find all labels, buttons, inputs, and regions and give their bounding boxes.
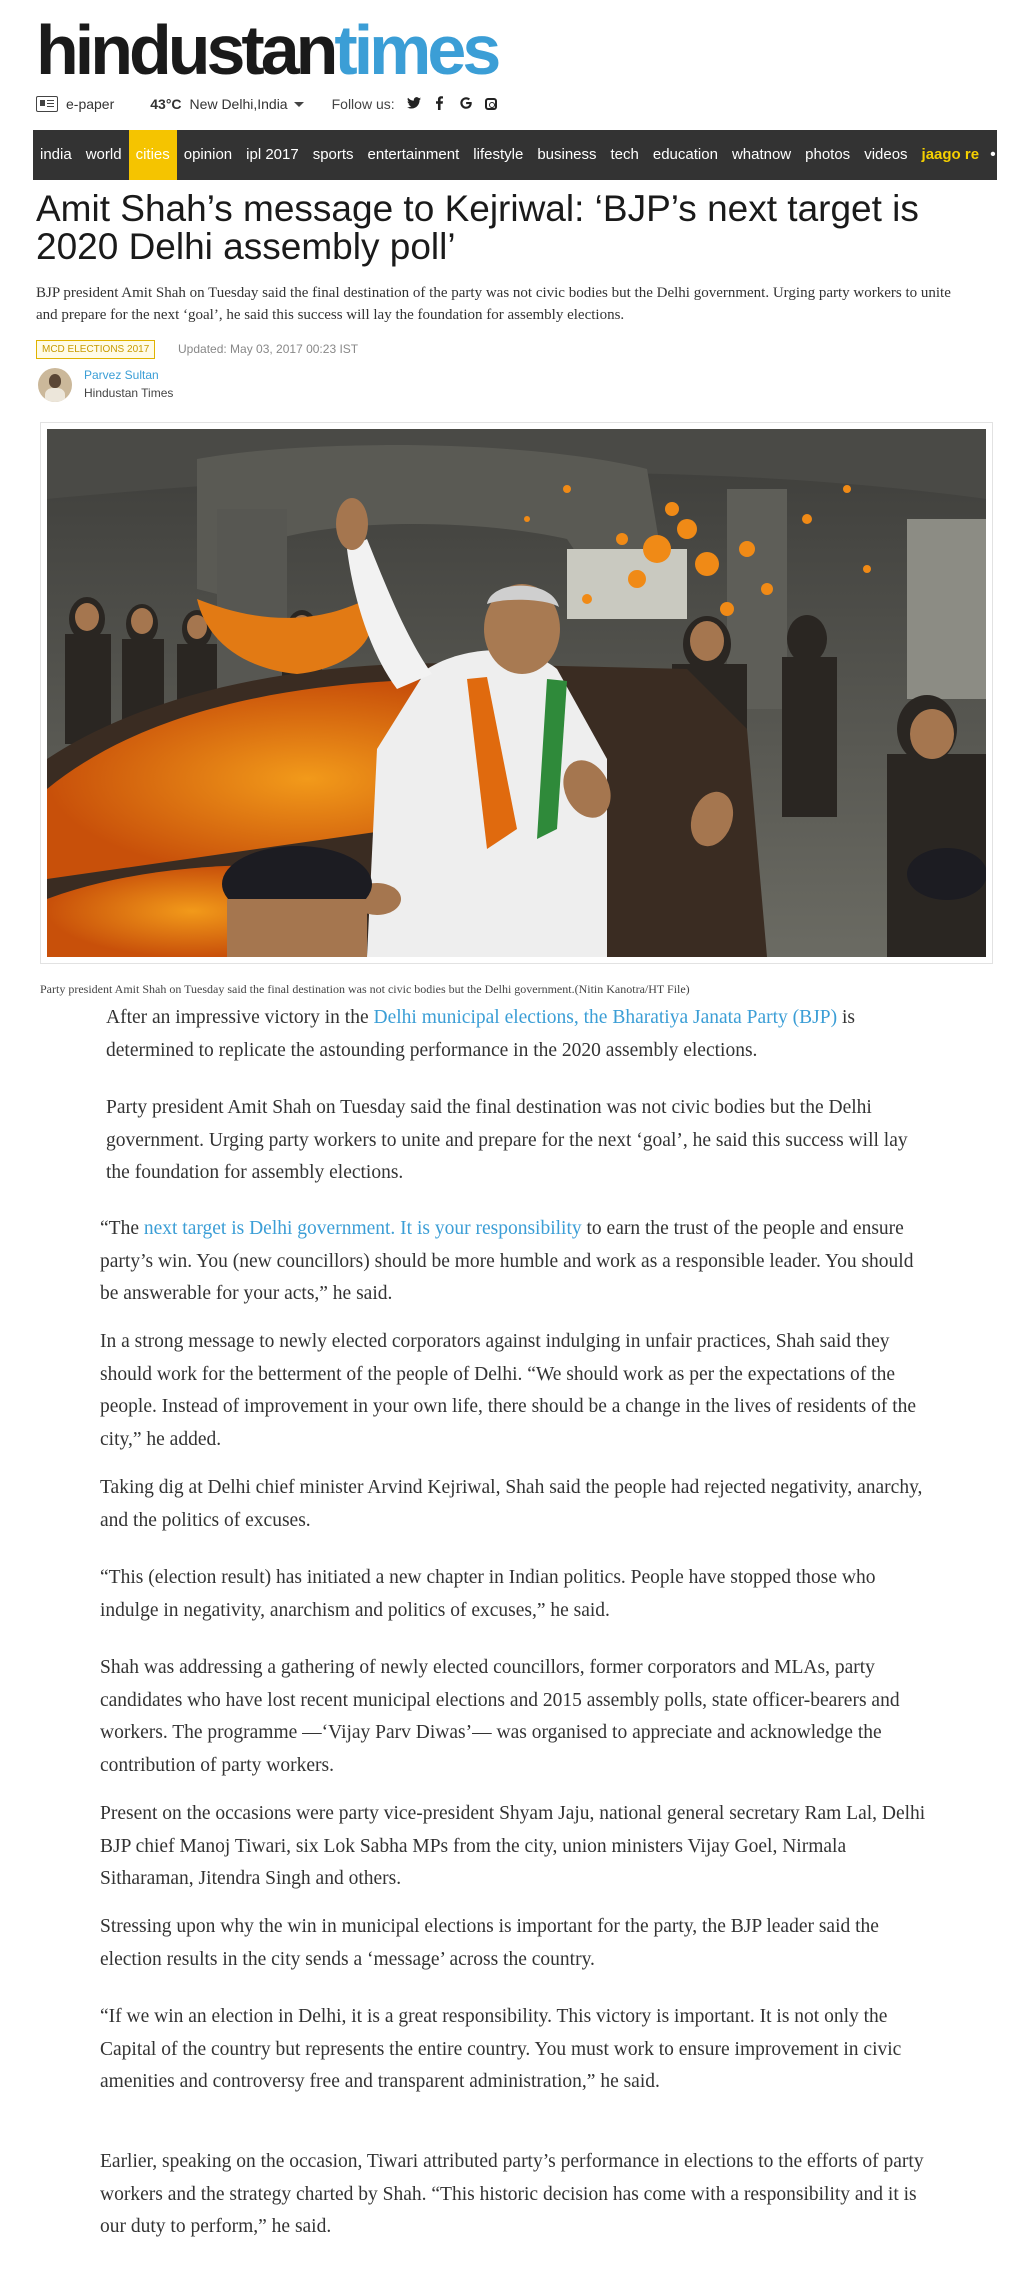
p1-text-post: is determined to replicate the astounding performance in the 2020 assembly elections. — [106, 1007, 855, 1061]
twitter-icon[interactable] — [407, 96, 421, 112]
paragraph-1 — [106, 1002, 930, 1067]
nav-item-lifestyle[interactable]: lifestyle — [473, 146, 524, 163]
logo-hindustan: hindustan — [36, 11, 335, 89]
nav-item-ipl-2017[interactable]: ipl 2017 — [246, 146, 299, 163]
paragraph-10: “If we win an election in Delhi, it is a great responsibility. This victory is important. It is not only the Capital of the country but represents the entire country. You must work to ensure improvement in civic amenities and controversy free and transparent administration,” he said. — [100, 2006, 902, 2092]
author-publication: Hindustan Times — [84, 386, 174, 400]
nav-item-world[interactable]: world — [85, 146, 122, 163]
chevron-down-icon[interactable] — [294, 102, 304, 107]
nav-item-opinion[interactable]: opinion — [183, 146, 233, 163]
nav-item-whatnow[interactable]: whatnow — [731, 146, 792, 163]
facebook-icon[interactable] — [433, 96, 447, 113]
site-logo[interactable] — [36, 11, 498, 89]
p3-text-post: to earn the trust of the people and ensure party’s win. You (new councillors) should be more humble and work as a responsible leader. You should be answerable for your acts,” he said. — [100, 1218, 914, 1304]
article-standfirst: BJP president Amit Shah on Tuesday said the final destination of the party was not civic bodies but the Delhi government. Urging party workers to unite and prepare for the next ‘goal’, he said this success will lay the foundation for assembly elections. — [36, 285, 951, 323]
nav-item-business[interactable]: business — [537, 146, 597, 163]
p3-link[interactable]: next target is Delhi government. It is your responsibility — [143, 1218, 582, 1239]
paragraph-9: Stressing upon why the win in municipal elections is important for the party, the BJP leader said the election results in the city sends a ‘message’ across the country. — [100, 1916, 879, 1970]
nav-item-sports[interactable]: sports — [312, 146, 354, 163]
article-headline: Amit Shah’s message to Kejriwal: ‘BJP’s next target is 2020 Delhi assembly poll’ — [36, 188, 919, 267]
epaper-icon[interactable] — [36, 96, 58, 112]
paragraph-6: “This (election result) has initiated a new chapter in Indian politics. People have stopped those who indulge in negativity, anarchism and politics of excuses,” he said. — [100, 1567, 876, 1621]
author-avatar[interactable] — [38, 368, 72, 402]
photo-caption: Party president Amit Shah on Tuesday said the final destination was not civic bodies but the Delhi government.(Nitin Kanotra/HT File) — [40, 982, 690, 996]
temperature: 43°C — [150, 96, 182, 112]
paragraph-2: Party president Amit Shah on Tuesday said the final destination was not civic bodies but the Delhi government. Urging party workers to unite and prepare for the next ‘goal’, he said this success will lay the foundation for assembly elections. — [106, 1097, 908, 1183]
paragraph-7: Shah was addressing a gathering of newly elected councillors, former corporators and MLAs, party candidates who have lost recent municipal elections and 2015 assembly polls, state officer-bearers and workers. The programme —‘Vijay Parv Diwas’— was organised to appreciate and acknowledge the contribution of party workers. — [100, 1657, 900, 1776]
nav-more-button[interactable]: ••• — [990, 146, 1016, 163]
nav-item-videos[interactable]: videos — [864, 146, 908, 163]
epaper-link[interactable]: e-paper — [66, 96, 115, 112]
p1-link[interactable]: Delhi municipal elections, the Bharatiya Janata Party (BJP) — [373, 1007, 838, 1028]
p3-text-pre: “The — [100, 1218, 144, 1239]
google-plus-icon[interactable] — [459, 96, 473, 113]
paragraph-5: Taking dig at Delhi chief minister Arvind Kejriwal, Shah said the people had rejected negativity, anarchy, and the politics of excuses. — [100, 1477, 923, 1531]
article-photo[interactable] — [47, 429, 986, 957]
paragraph-11: Earlier, speaking on the occasion, Tiwari attributed party’s performance in elections to the efforts of party workers and the strategy charted by Shah. “This historic decision has come with a responsibility and it is our duty to perform,” he said. — [100, 2151, 924, 2237]
article-photo-frame — [40, 422, 993, 964]
p1-text-pre: After an impressive victory in the — [106, 1007, 374, 1028]
logo-times: times — [334, 11, 498, 89]
nav-item-tech[interactable]: tech — [610, 146, 639, 163]
nav-item-entertainment[interactable]: entertainment — [367, 146, 460, 163]
updated-timestamp: Updated: May 03, 2017 00:23 IST — [178, 342, 359, 356]
nav-item-jaago-re[interactable]: jaago re — [921, 146, 980, 163]
paragraph-4: In a strong message to newly elected corporators against indulging in unfair practices, Shah said they should work for the betterment of the people of Delhi. “We should work as per the expectations of the people. Instead of improvement in your own life, there should be a change in the lives of residents of the city,” he added. — [100, 1331, 917, 1450]
paragraph-3 — [100, 1213, 930, 1311]
instagram-icon[interactable] — [485, 98, 497, 110]
paragraph-8: Present on the occasions were party vice-president Shyam Jaju, national general secretary Ram Lal, Delhi BJP chief Manoj Tiwari, six Lok Sabha MPs from the city, union ministers Vijay Goel, Nirmala Sitharaman, Jitendra Singh and others. — [100, 1803, 926, 1889]
nav-item-education[interactable]: education — [652, 146, 718, 163]
section-tag[interactable]: MCD ELECTIONS 2017 — [36, 340, 155, 359]
follow-us-label: Follow us: — [331, 96, 395, 112]
main-nav — [33, 130, 1016, 180]
nav-item-cities[interactable]: cities — [129, 130, 177, 180]
masthead-meta — [36, 94, 497, 114]
nav-item-india[interactable]: india — [40, 146, 72, 163]
author-name[interactable]: Parvez Sultan — [84, 368, 159, 382]
nav-item-photos[interactable]: photos — [805, 146, 851, 163]
city-selector[interactable]: New Delhi,India — [189, 96, 288, 112]
